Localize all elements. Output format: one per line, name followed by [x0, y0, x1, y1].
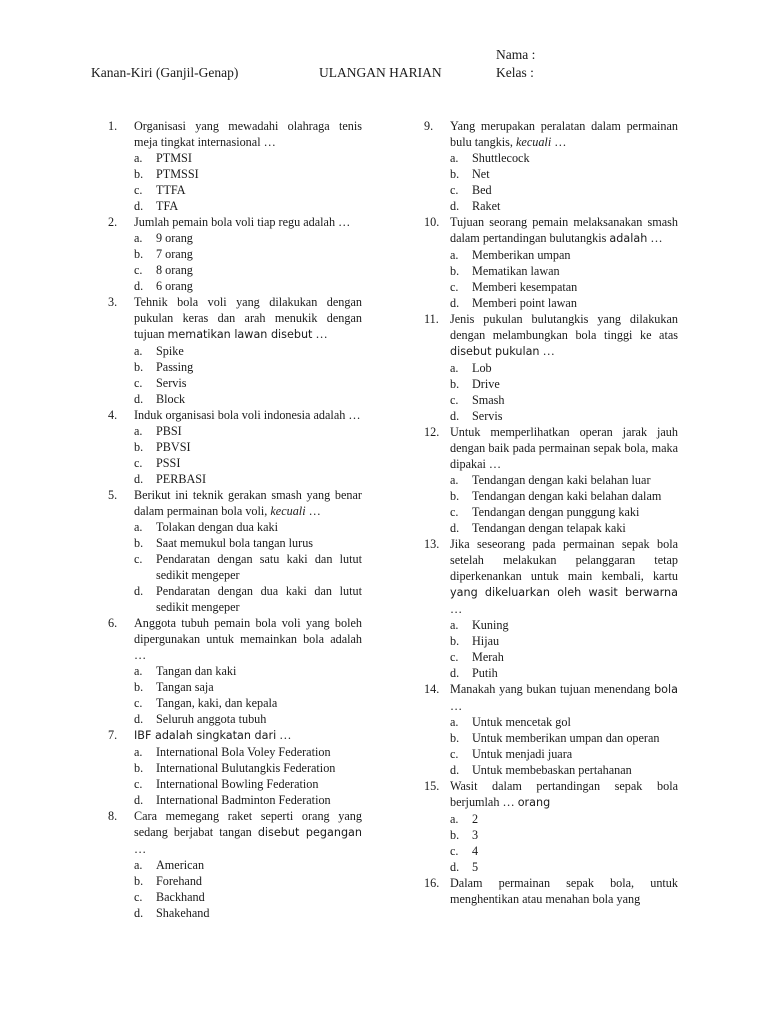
option-letter: c. — [134, 376, 143, 390]
option-letter: d. — [134, 199, 144, 213]
answer-option — [134, 343, 362, 359]
question-text — [134, 118, 362, 150]
question-text — [450, 311, 678, 360]
answer-option — [134, 535, 362, 551]
question-item — [424, 681, 678, 778]
option-text: PERBASI — [156, 472, 207, 486]
option-letter: b. — [450, 828, 460, 842]
option-letter: d. — [134, 392, 144, 406]
option-text: Net — [472, 167, 490, 181]
option-letter: a. — [134, 520, 143, 534]
option-letter: c. — [450, 844, 459, 858]
option-letter: c. — [450, 747, 459, 761]
option-letter: c. — [134, 552, 143, 566]
option-text: 9 orang — [156, 231, 193, 245]
question-number: 6. — [108, 616, 118, 630]
question-text — [134, 294, 362, 343]
question-text — [450, 214, 678, 247]
answer-option — [450, 198, 678, 214]
option-text: TTFA — [156, 183, 186, 197]
question-text-part: disebut pegangan — [257, 826, 362, 839]
question-number: 15. — [424, 779, 440, 793]
option-text: Merah — [472, 650, 504, 664]
question-text — [134, 214, 362, 230]
answer-option — [134, 391, 362, 407]
question-item — [108, 727, 362, 808]
answer-option — [450, 859, 678, 875]
question-text — [450, 681, 678, 714]
option-letter: a. — [134, 664, 143, 678]
option-text: Tendangan dengan telapak kaki — [472, 521, 626, 535]
option-text: Tendangan dengan kaki belahan dalam — [472, 489, 662, 503]
question-text-part: Anggota tubuh pemain bola voli yang boleh dipergunakan untuk memainkan bola adalah … — [134, 616, 362, 662]
question-text-part: Tehnik bola voli yang dilakukan dengan pukulan keras dan arah menukik dengan tujuan — [134, 295, 362, 341]
option-letter: c. — [134, 183, 143, 197]
answer-option — [134, 695, 362, 711]
option-text: 8 orang — [156, 263, 193, 277]
question-number: 2. — [108, 215, 118, 229]
option-letter: c. — [134, 263, 143, 277]
page-title: ULANGAN HARIAN — [319, 65, 442, 80]
question-item — [424, 536, 678, 681]
option-letter: d. — [134, 712, 144, 726]
question-text-part: Organisasi yang mewadahi olahraga tenis meja tingkat internasional … — [134, 119, 362, 149]
option-text: Drive — [472, 377, 500, 391]
answer-option — [450, 472, 678, 488]
question-text-part: Manakah yang bukan tujuan menendang — [450, 682, 655, 696]
option-letter: b. — [450, 377, 460, 391]
option-text: Memberikan umpan — [472, 248, 571, 262]
option-letter: c. — [134, 890, 143, 904]
question-item — [108, 294, 362, 407]
option-letter: d. — [450, 521, 460, 535]
option-text: Block — [156, 392, 186, 406]
question-text-part: Yang merupakan peralatan dalam permainan bulu tangkis, — [450, 119, 678, 149]
question-text-part: … — [450, 602, 463, 616]
question-item — [108, 118, 362, 214]
option-letter: a. — [134, 231, 143, 245]
option-letter: a. — [450, 618, 459, 632]
question-text — [450, 875, 678, 907]
option-letter: a. — [134, 151, 143, 165]
option-text: Tolakan dengan dua kaki — [156, 520, 278, 534]
answer-option — [450, 762, 678, 778]
answer-option — [134, 873, 362, 889]
option-letter: a. — [134, 424, 143, 438]
answer-option — [134, 663, 362, 679]
option-text: Hijau — [472, 634, 500, 648]
question-number: 11. — [424, 312, 439, 326]
question-item — [424, 424, 678, 536]
option-letter: a. — [450, 812, 459, 826]
option-letter: b. — [134, 167, 144, 181]
option-text: Tendangan dengan punggung kaki — [472, 505, 640, 519]
answer-option — [450, 746, 678, 762]
question-text-part: Jenis pukulan bulutangkis yang dilakukan dengan melambungkan bola tinggi ke atas — [450, 312, 678, 342]
answer-option — [134, 889, 362, 905]
option-text: Untuk menjadi juara — [472, 747, 573, 761]
option-text: Untuk memberikan umpan dan operan — [472, 731, 660, 745]
option-letter: b. — [134, 360, 144, 374]
answer-option — [450, 811, 678, 827]
question-text-part: IBF adalah singkatan dari — [134, 729, 277, 742]
question-number: 16. — [424, 876, 440, 890]
question-text — [134, 808, 362, 857]
answer-option — [134, 359, 362, 375]
question-text — [134, 407, 362, 423]
answer-option — [134, 583, 362, 615]
option-letter: b. — [450, 634, 460, 648]
option-text: Tangan dan kaki — [156, 664, 237, 678]
answer-option — [134, 679, 362, 695]
question-text — [134, 615, 362, 663]
option-letter: b. — [450, 167, 460, 181]
option-letter: d. — [450, 860, 460, 874]
option-text: 6 orang — [156, 279, 193, 293]
answer-option — [450, 376, 678, 392]
answer-option — [134, 455, 362, 471]
option-letter: c. — [134, 456, 143, 470]
option-text: Tangan, kaki, dan kepala — [156, 696, 278, 710]
answer-option — [450, 150, 678, 166]
option-letter: b. — [450, 264, 460, 278]
question-text — [450, 118, 678, 150]
answer-option — [450, 488, 678, 504]
option-text: Bed — [472, 183, 492, 197]
answer-option — [450, 392, 678, 408]
question-number: 13. — [424, 537, 440, 551]
option-text: Spike — [156, 344, 184, 358]
question-column-left — [108, 118, 362, 921]
question-text-part: Jika seseorang pada permainan sepak bola setelah melakukan pelanggaran tetap diperkenankan untuk main kembali, kartu — [450, 537, 678, 583]
question-text-part: Jumlah pemain bola voli tiap regu adalah … — [134, 215, 351, 229]
option-text: TFA — [156, 199, 179, 213]
option-text: Forehand — [156, 874, 203, 888]
answer-option — [450, 263, 678, 279]
option-text: Memberi point lawan — [472, 296, 577, 310]
option-text: Untuk mencetak gol — [472, 715, 571, 729]
answer-option — [134, 857, 362, 873]
question-item — [424, 311, 678, 424]
option-text: Untuk membebaskan pertahanan — [472, 763, 632, 777]
question-text-part: bola — [654, 683, 678, 696]
answer-option — [450, 520, 678, 536]
answer-option — [450, 360, 678, 376]
option-text: International Bulutangkis Federation — [156, 761, 336, 775]
answer-option — [134, 905, 362, 921]
answer-option — [450, 649, 678, 665]
question-text-part: … — [647, 231, 663, 245]
question-number: 12. — [424, 425, 440, 439]
answer-option — [134, 423, 362, 439]
option-letter: c. — [450, 280, 459, 294]
question-text — [134, 487, 362, 519]
kelas-label: Kelas : — [496, 65, 534, 80]
answer-option — [134, 246, 362, 262]
answer-option — [134, 262, 362, 278]
option-text: Raket — [472, 199, 501, 213]
question-text-part: Tujuan seorang pemain melaksanakan smash dalam pertandingan bulutangkis — [450, 215, 678, 245]
question-number: 1. — [108, 119, 118, 133]
question-text-part: kecuali — [270, 504, 306, 518]
option-letter: b. — [134, 874, 144, 888]
option-text: PTMSSI — [156, 167, 199, 181]
answer-option — [450, 665, 678, 681]
answer-option — [134, 551, 362, 583]
question-text-part: kecuali — [516, 135, 552, 149]
option-text: Seluruh anggota tubuh — [156, 712, 267, 726]
answer-option — [134, 744, 362, 760]
question-text — [134, 727, 362, 744]
question-number: 4. — [108, 408, 118, 422]
option-letter: b. — [134, 761, 144, 775]
question-text-part: Untuk memperlihatkan operan jarak jauh dengan baik pada permainan sepak bola, maka dipakai … — [450, 425, 678, 471]
option-letter: d. — [134, 584, 144, 598]
option-text: Pendaratan dengan dua kaki dan lutut sedikit mengeper — [156, 584, 362, 614]
question-number: 3. — [108, 295, 118, 309]
answer-option — [134, 711, 362, 727]
question-text-part: … — [551, 135, 567, 149]
option-text: Memberi kesempatan — [472, 280, 578, 294]
answer-option — [450, 843, 678, 859]
question-text — [450, 536, 678, 617]
question-number: 10. — [424, 215, 440, 229]
answer-option — [450, 408, 678, 424]
option-letter: d. — [450, 296, 460, 310]
answer-option — [134, 519, 362, 535]
option-text: 5 — [472, 860, 479, 874]
option-letter: a. — [134, 858, 143, 872]
option-text: PBSI — [156, 424, 182, 438]
question-text-part: … — [305, 504, 321, 518]
question-text-part: Wasit dalam pertandingan sepak bola berjumlah … — [450, 779, 678, 809]
option-text: Saat memukul bola tangan lurus — [156, 536, 314, 550]
question-item — [424, 875, 678, 907]
question-text-part: … — [312, 327, 328, 341]
option-text: 7 orang — [156, 247, 193, 261]
option-text: Tendangan dengan kaki belahan luar — [472, 473, 651, 487]
option-text: Mematikan lawan — [472, 264, 560, 278]
question-text-part: Induk organisasi bola voli indonesia adalah … — [134, 408, 361, 422]
option-text: Putih — [472, 666, 498, 680]
option-letter: d. — [450, 199, 460, 213]
option-text: 4 — [472, 844, 479, 858]
option-text: Pendaratan dengan satu kaki dan lutut sedikit mengeper — [156, 552, 362, 582]
option-letter: a. — [134, 745, 143, 759]
answer-option — [134, 150, 362, 166]
question-number: 14. — [424, 682, 440, 696]
question-item — [424, 778, 678, 875]
answer-option — [450, 633, 678, 649]
question-number: 8. — [108, 809, 118, 823]
option-letter: a. — [450, 715, 459, 729]
question-item — [108, 808, 362, 921]
answer-option — [450, 714, 678, 730]
option-letter: c. — [450, 183, 459, 197]
option-letter: a. — [450, 151, 459, 165]
option-letter: c. — [450, 505, 459, 519]
option-text: International Bowling Federation — [156, 777, 319, 791]
option-letter: b. — [450, 489, 460, 503]
option-text: Servis — [472, 409, 503, 423]
answer-option — [134, 182, 362, 198]
answer-option — [134, 760, 362, 776]
question-text-part: Berikut ini teknik gerakan smash yang benar dalam permainan bola voli, — [134, 488, 362, 518]
option-text: Tangan saja — [156, 680, 214, 694]
option-letter: d. — [450, 409, 460, 423]
option-text: Shuttlecock — [472, 151, 530, 165]
question-text-part: adalah — [609, 232, 648, 245]
option-text: Passing — [156, 360, 194, 374]
option-text: PSSI — [156, 456, 181, 470]
question-item — [424, 214, 678, 311]
question-number: 9. — [424, 119, 434, 133]
answer-option — [450, 730, 678, 746]
option-letter: d. — [134, 793, 144, 807]
question-number: 5. — [108, 488, 118, 502]
answer-option — [450, 279, 678, 295]
option-letter: a. — [134, 344, 143, 358]
option-letter: b. — [134, 536, 144, 550]
exam-type-label: Kanan-Kiri (Ganjil-Genap) — [91, 65, 239, 80]
option-letter: b. — [134, 440, 144, 454]
answer-option — [134, 198, 362, 214]
question-text-part: Dalam permainan sepak bola, untuk menghentikan atau menahan bola yang — [450, 876, 678, 906]
question-item — [108, 214, 362, 294]
option-text: International Bola Voley Federation — [156, 745, 331, 759]
answer-option — [134, 375, 362, 391]
question-text-part: disebut pukulan — [450, 345, 540, 358]
option-letter: b. — [450, 731, 460, 745]
option-text: 3 — [472, 828, 479, 842]
option-text: International Badminton Federation — [156, 793, 331, 807]
question-text — [450, 778, 678, 811]
option-letter: c. — [134, 696, 143, 710]
option-text: American — [156, 858, 205, 872]
question-item — [424, 118, 678, 214]
option-text: Kuning — [472, 618, 509, 632]
answer-option — [450, 617, 678, 633]
question-text-part: … — [276, 728, 292, 742]
option-letter: d. — [134, 906, 144, 920]
question-number: 7. — [108, 728, 118, 742]
option-text: PTMSI — [156, 151, 192, 165]
option-letter: a. — [450, 361, 459, 375]
nama-label: Nama : — [496, 47, 536, 62]
answer-option — [134, 439, 362, 455]
answer-option — [450, 182, 678, 198]
option-letter: a. — [450, 248, 459, 262]
question-text-part: … — [450, 699, 463, 713]
question-column-right — [424, 118, 678, 907]
question-item — [108, 487, 362, 615]
option-text: Backhand — [156, 890, 205, 904]
option-letter: c. — [450, 650, 459, 664]
option-letter: b. — [134, 680, 144, 694]
answer-option — [450, 504, 678, 520]
option-letter: d. — [134, 279, 144, 293]
answer-option — [134, 278, 362, 294]
option-text: Smash — [472, 393, 505, 407]
option-text: Shakehand — [156, 906, 210, 920]
question-text-part: Cara memegang raket seperti orang yang sedang berjabat tangan — [134, 809, 362, 839]
answer-option — [134, 776, 362, 792]
answer-option — [450, 247, 678, 263]
answer-option — [450, 827, 678, 843]
question-item — [108, 615, 362, 727]
answer-option — [450, 166, 678, 182]
option-text: Lob — [472, 361, 492, 375]
answer-option — [134, 230, 362, 246]
question-item — [108, 407, 362, 487]
answer-option — [134, 166, 362, 182]
question-text — [450, 424, 678, 472]
question-text-part: mematikan lawan disebut — [167, 328, 313, 341]
option-letter: c. — [134, 777, 143, 791]
option-letter: b. — [134, 247, 144, 261]
option-text: 2 — [472, 812, 479, 826]
option-letter: d. — [450, 763, 460, 777]
question-text-part: orang — [517, 796, 551, 809]
question-text-part: … — [134, 842, 147, 856]
answer-option — [134, 471, 362, 487]
answer-option — [134, 792, 362, 808]
option-letter: c. — [450, 393, 459, 407]
option-text: PBVSI — [156, 440, 191, 454]
option-letter: d. — [450, 666, 460, 680]
option-text: Servis — [156, 376, 187, 390]
question-text-part: yang dikeluarkan oleh wasit berwarna — [450, 586, 678, 599]
option-letter: a. — [450, 473, 459, 487]
question-text-part: … — [539, 344, 555, 358]
answer-option — [450, 295, 678, 311]
option-letter: d. — [134, 472, 144, 486]
